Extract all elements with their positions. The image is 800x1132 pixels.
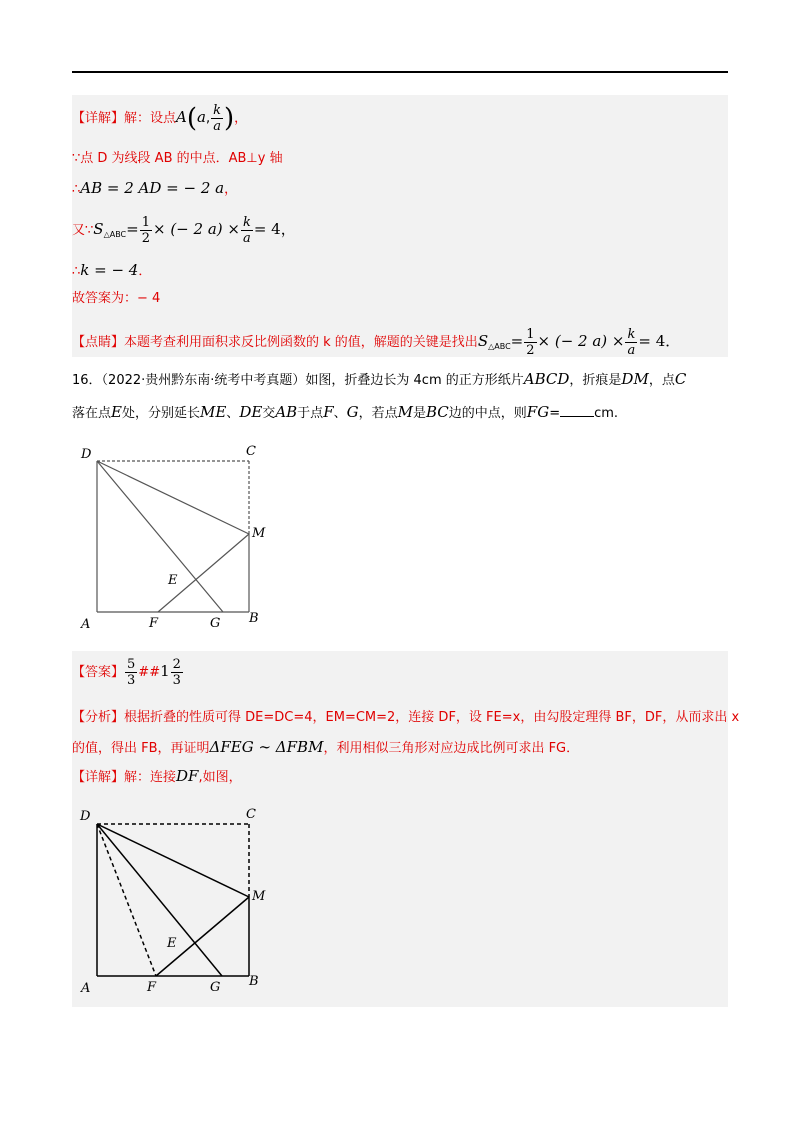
segment-DG (97, 461, 223, 612)
label-C: C (246, 807, 256, 822)
label-F: F (149, 616, 159, 631)
answer-line: 【答案】 $\frac{5}{3}$ ##1 $\frac{2}{3}$ (72, 657, 181, 688)
label-B: B (249, 974, 259, 989)
label-A: A (81, 981, 91, 996)
comment-line: 【点睛】本题考查利用面积求反比例函数的 k 的值，解题的关键是找出$S_{\triangle ABC}=$ $\frac{1}{2}$ × (− 2 a) × $\frac{k}{a}$ = 4． (72, 327, 681, 358)
label-A: A (81, 617, 91, 632)
label-G: G (210, 980, 221, 995)
label-E: E (167, 936, 177, 951)
segment-DG (97, 824, 222, 976)
problem-line-2: 落在点E处，分别延长ME、DE交AB于点F、G，若点M是BC边的中点，则FG= cm. (72, 403, 619, 421)
detail-line-6: 故答案为：− 4 (72, 291, 161, 306)
figure-1 (72, 438, 292, 632)
detail2-line: 【详解】解：连接DF,如图， (72, 767, 242, 785)
dashed-DF (97, 824, 156, 976)
problem-line-1: 16．（2022·贵州黔东南·统考中考真题）如图，折叠边长为 4cm 的正方形纸片ABCD，折痕是DM，点C (72, 370, 687, 388)
point-A: A (176, 108, 187, 126)
analysis-line-2: 的值，得出 FB，再证明ΔFEG ∼ ΔFBM，利用相似三角形对应边成比例可求出 FG． (72, 738, 580, 756)
fold-DM (97, 824, 249, 897)
detail-lead: 解：设点 (124, 111, 177, 126)
detail-line-5: ∴k = − 4． (72, 261, 152, 279)
label-C: C (246, 444, 256, 459)
detail-line-3: ∴AB = 2 AD = − 2 a， (72, 179, 238, 197)
label-D: D (81, 447, 92, 462)
fold-DM (97, 461, 249, 534)
header-rule (72, 71, 728, 73)
label-M: M (252, 526, 266, 541)
label-G: G (210, 616, 221, 631)
detail-line-1: 【详解】解：设点A(a, $\frac{k}{a}$ )， (72, 103, 248, 134)
label-F: F (147, 980, 157, 995)
figure-2 (72, 800, 292, 998)
fraction-k-over-a: $\frac{k}{a}$ (213, 103, 222, 134)
label-M: M (252, 889, 266, 904)
label-D: D (80, 809, 91, 824)
label-E: E (168, 573, 178, 588)
coord-a: a (197, 108, 206, 126)
label-B: B (249, 611, 259, 626)
detail-line-4: 又$\because S_{\triangle ABC}=$ $\frac{1}{2}$ × (− 2 a) × $\frac{k}{a}$ = 4， (72, 215, 296, 246)
detail-tag: 【详解】 (72, 111, 125, 126)
detail-line-2: ∵点 D 为线段 AB 的中点．AB⊥y 轴 (72, 151, 283, 166)
answer-blank (560, 404, 594, 417)
analysis-line-1: 【分析】根据折叠的性质可得 DE=DC=4，EM=CM=2，连接 DF，设 FE=x，由勾股定理得 BF，DF，从而求出 x (72, 710, 740, 725)
